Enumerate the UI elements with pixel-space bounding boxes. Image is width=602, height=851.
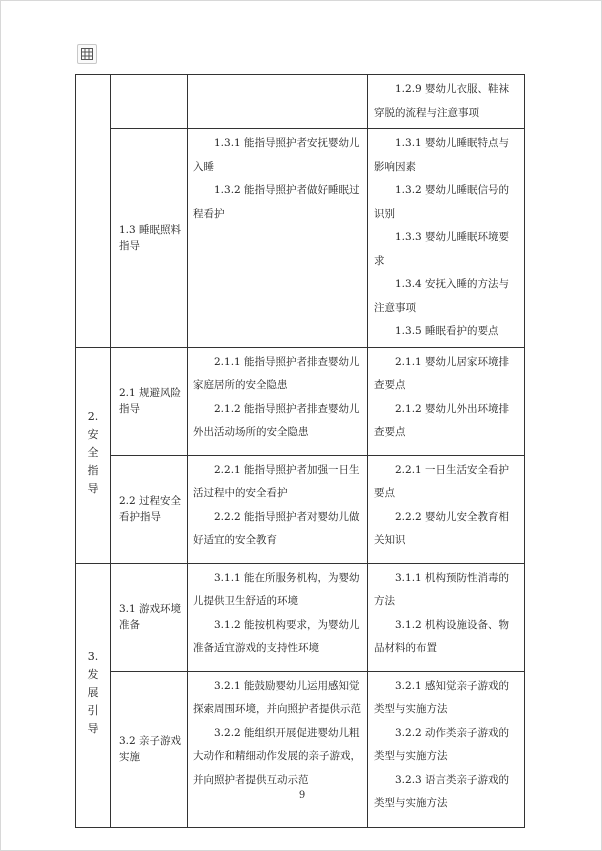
table-grid-icon[interactable] <box>77 44 97 64</box>
topic-label: 2.1 规避风险指导 <box>119 387 182 415</box>
skills-cell <box>188 75 368 129</box>
knowledge-item: 2.1.2 婴幼儿外出环境排查要点 <box>374 402 510 438</box>
knowledge-item: 3.1.2 机构设施设备、物品材料的布置 <box>374 618 510 654</box>
knowledge-item: 1.3.3 婴幼儿睡眠环境要求 <box>374 231 510 267</box>
table-row <box>76 347 525 455</box>
skills-cell <box>188 563 368 671</box>
section-label: 2. 安全指导 <box>87 410 99 496</box>
knowledge-item: 1.3.1 婴幼儿睡眠特点与影响因素 <box>374 137 510 173</box>
knowledge-item: 2.1.1 婴幼儿居家环境排查要点 <box>374 355 510 391</box>
skills-cell <box>188 455 368 563</box>
table-row <box>76 563 525 671</box>
knowledge-item: 3.2.2 动作类亲子游戏的类型与实施方法 <box>374 726 510 762</box>
skill-item: 3.1.2 能按机构要求，为婴幼儿准备适宜游戏的支持性环境 <box>193 618 360 654</box>
knowledge-cell <box>368 563 525 671</box>
table-row <box>76 455 525 563</box>
skills-cell <box>188 671 368 827</box>
knowledge-cell <box>368 75 525 129</box>
topic-cell <box>111 129 188 348</box>
skills-cell <box>188 347 368 455</box>
knowledge-item: 1.2.9 婴幼儿衣服、鞋袜穿脱的流程与注意事项 <box>374 83 510 119</box>
standards-table <box>75 74 525 828</box>
skill-item: 2.2.1 能指导照护者加强一日生活过程中的安全看护 <box>193 463 360 499</box>
section-label: 3. 发展引导 <box>87 650 99 736</box>
skill-item: 1.3.1 能指导照护者安抚婴幼儿入睡 <box>193 137 360 173</box>
knowledge-item: 3.1.1 机构预防性消毒的方法 <box>374 571 510 607</box>
skill-item: 3.1.1 能在所服务机构，为婴幼儿提供卫生舒适的环境 <box>193 571 360 607</box>
skill-item: 3.2.1 能鼓励婴幼儿运用感知觉探索周围环境，并向照护者提供示范 <box>193 679 361 715</box>
skill-item: 3.2.2 能组织开展促进婴幼儿粗大动作和精细动作发展的亲子游戏，并向照护者提供互动示范 <box>193 726 361 786</box>
knowledge-cell <box>368 347 525 455</box>
knowledge-item: 3.2.1 感知觉亲子游戏的类型与实施方法 <box>374 679 510 715</box>
topic-cell <box>111 347 188 455</box>
skills-cell <box>188 129 368 348</box>
table-row <box>76 129 525 348</box>
skill-item: 1.3.2 能指导照护者做好睡眠过程看护 <box>193 184 360 220</box>
knowledge-item: 2.2.1 一日生活安全看护要点 <box>374 463 510 499</box>
skill-item: 2.1.1 能指导照护者排查婴幼儿家庭居所的安全隐患 <box>193 355 360 391</box>
topic-label: 3.2 亲子游戏实施 <box>119 735 182 763</box>
knowledge-item: 1.3.2 婴幼儿睡眠信号的识别 <box>374 184 510 220</box>
topic-label: 1.3 睡眠照料指导 <box>119 223 182 252</box>
knowledge-cell <box>368 129 525 348</box>
table-row <box>76 75 525 129</box>
page-number: 9 <box>298 790 306 801</box>
knowledge-item: 2.2.2 婴幼儿安全教育相关知识 <box>374 510 510 546</box>
topic-cell <box>111 563 188 671</box>
topic-cell <box>111 455 188 563</box>
section-cell <box>76 75 111 348</box>
topic-label: 3.1 游戏环境准备 <box>119 603 182 631</box>
knowledge-item: 1.3.4 安抚入睡的方法与注意事项 <box>374 278 510 314</box>
topic-cell <box>111 671 188 827</box>
skill-item: 2.1.2 能指导照护者排查婴幼儿外出活动场所的安全隐患 <box>193 402 360 438</box>
knowledge-cell <box>368 455 525 563</box>
knowledge-item: 3.2.3 语言类亲子游戏的类型与实施方法 <box>374 773 510 809</box>
skill-item: 2.2.2 能指导照护者对婴幼儿做好适宜的安全教育 <box>193 510 360 546</box>
topic-label: 2.2 过程安全看护指导 <box>119 495 182 523</box>
section-cell <box>76 347 111 563</box>
knowledge-item: 1.3.5 睡眠看护的要点 <box>395 325 499 337</box>
table-row <box>76 671 525 827</box>
topic-cell <box>111 75 188 129</box>
section-cell <box>76 563 111 827</box>
knowledge-cell <box>368 671 525 827</box>
